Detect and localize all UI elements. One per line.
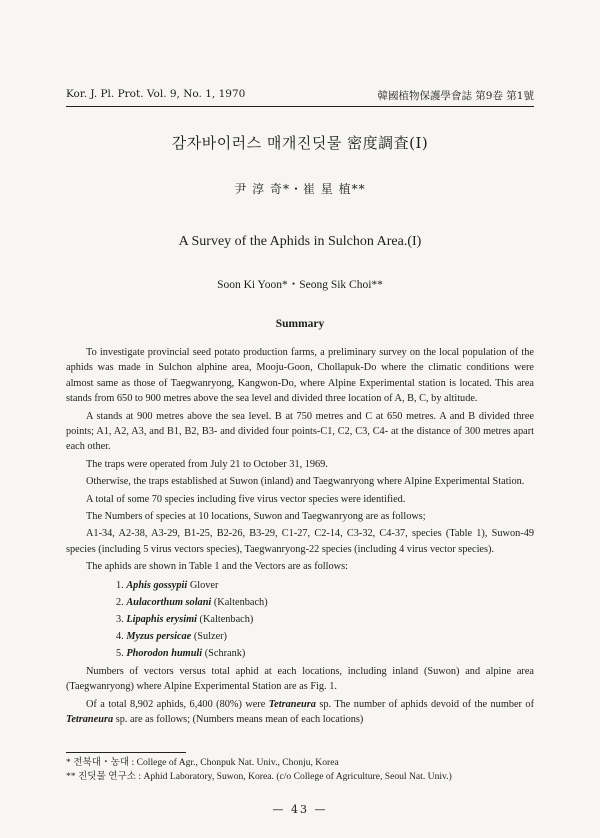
running-header <box>66 88 534 104</box>
species-author: (Kaltenbach) <box>199 613 254 625</box>
footnote-1: * 전북대・농대 : College of Agr., Chonpuk Nat. Univ., Chonju, Korea <box>66 757 339 768</box>
journal-citation-korean: 韓國植物保護學會誌 第9卷 第1號 <box>377 90 534 102</box>
species-author: (Kaltenbach) <box>213 596 268 608</box>
text-span: sp. are as follows; (Numbers means mean of each locations) <box>115 713 364 725</box>
journal-citation: Kor. J. Pl. Prot. Vol. 9, No. 1, 1970 <box>66 88 246 100</box>
authors-english: Soon Ki Yoon*・Seong Sik Choi** <box>217 279 383 291</box>
species-name: Phorodon humuli <box>126 647 203 659</box>
paragraph <box>66 697 534 728</box>
paragraph: The traps were operated from July 21 to October 31, 1969. <box>86 458 328 470</box>
list-item <box>116 594 534 611</box>
paragraph: Otherwise, the traps established at Suwon (inland) and Taegwanryong where Alpine Experimental Station. <box>86 476 525 488</box>
page-number: — 43 — <box>272 803 328 816</box>
vector-list <box>66 577 534 662</box>
footnote-2: ** 진딧물 연구소 : Aphid Laboratory, Suwon, Korea. (c/o College of Agriculture, Seoul Nat. Univ.) <box>66 771 452 782</box>
paragraph: The aphids are shown in Table 1 and the Vectors are as follows: <box>86 561 348 573</box>
list-item <box>116 628 534 645</box>
title-english: A Survey of the Aphids in Sulchon Area.(I) <box>178 234 422 249</box>
paragraph: To investigate provincial seed potato production farms, a preliminary survey on the local population of the aphids was made in Sulchon alphine area, Mooju-Goon, Chollapuk-Do where the climatic conditions were almost same as those of Taegwanryong, Kangwon-Do, where Alpine Experimental station is located. This area stands from 650 to 900 metres above the sea level and divided three location of A, B, C, by altitude. <box>66 347 534 405</box>
footnote-rule <box>66 752 186 753</box>
summary-body <box>66 345 534 729</box>
paragraph: The Numbers of species at 10 locations, Suwon and Taegwanryong are as follows; <box>86 511 426 523</box>
paragraph: A stands at 900 metres above the sea level. B at 750 metres and C at 650 metres. A and B divided three points; A1, A2, A3, and B1, B2, B3- and divided four points-C1, C2, C3, C4- at the distance of 300 metres apart each other. <box>66 410 534 453</box>
species-author: Glover <box>189 579 219 591</box>
species-name: Aulacorthum solani <box>126 596 212 608</box>
text-span: Of a total 8,902 aphids, 6,400 (80%) were <box>86 698 266 710</box>
footnotes <box>66 756 546 784</box>
species-author: (Schrank) <box>204 647 246 659</box>
list-number: 2. <box>116 596 124 608</box>
list-number: 4. <box>116 630 124 642</box>
genus-name: Tetraneura <box>66 713 114 725</box>
list-item <box>116 645 534 662</box>
header-rule <box>66 106 534 107</box>
paragraph: Numbers of vectors versus total aphid at each locations, including inland (Suwon) and alpine area (Taegwanryong) where Alpine Experimental Station are as Fig. 1. <box>66 665 534 693</box>
list-number: 3. <box>116 613 124 625</box>
species-author: (Sulzer) <box>193 630 227 642</box>
paragraph: A total of some 70 species including five virus vector species were identified. <box>86 493 406 505</box>
genus-name: Tetraneura <box>268 698 316 710</box>
species-name: Myzus persicae <box>126 630 192 642</box>
text-span: sp. The number of aphids devoid of the number of <box>319 698 535 710</box>
list-item <box>116 577 534 594</box>
list-number: 1. <box>116 579 124 591</box>
summary-heading: Summary <box>275 318 325 330</box>
species-name: Lipaphis erysimi <box>126 613 197 625</box>
title-korean: 감자바이러스 매개진딧물 密度調査(I) <box>171 134 429 152</box>
paragraph: A1-34, A2-38, A3-29, B1-25, B2-26, B3-29, C1-27, C2-14, C3-32, C4-37, species (Table 1), Suwon-49 species (including 5 virus vectors species), Taegwanryong-22 species (including 4 virus vector species). <box>66 528 534 555</box>
authors-korean: 尹 淳 奇*・崔 星 植** <box>234 182 366 196</box>
list-item <box>116 611 534 628</box>
species-name: Aphis gossypii <box>126 579 188 591</box>
list-number: 5. <box>116 647 124 659</box>
